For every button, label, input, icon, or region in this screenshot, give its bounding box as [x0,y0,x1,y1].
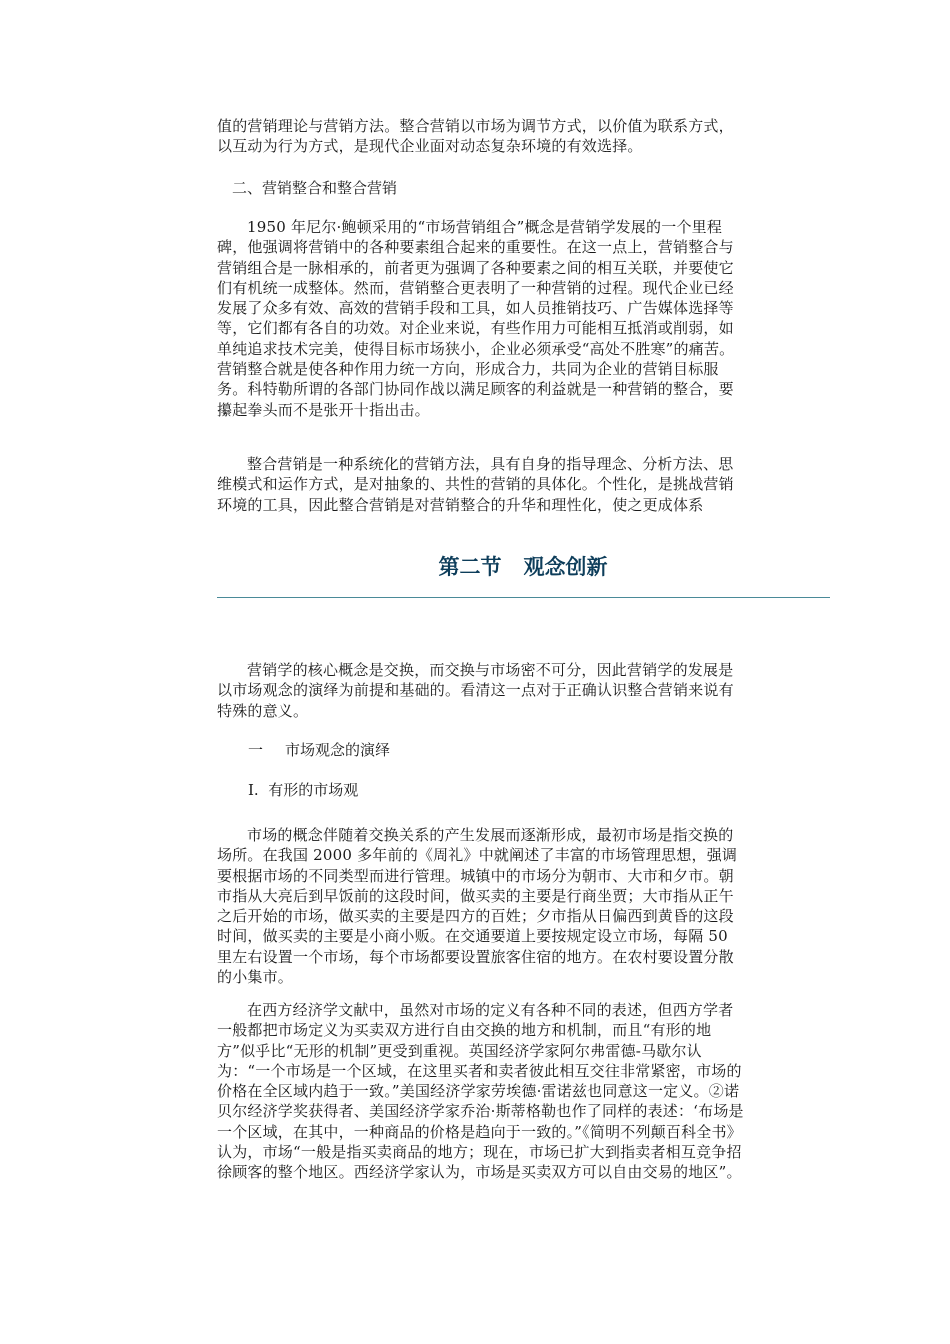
subheading-tangible-market-view: I. 有形的市场观 [248,781,359,799]
paragraph-western-market-definitions: 在西方经济学文献中，虽然对市场的定义有各种不同的表述，但西方学者一般都把市场定义为买卖双方进行自由交换的地方和机制，而且“有形的地方”似乎比“无形的机制”更受到重视。英国经济学家阿尔弗雷德-马歇尔认为：“一个市场是一个区域，在这里买者和卖者彼此相互交往非常紧密，市场的价格在全区域内趋于一致。”美国经济学家劳埃德·雷诺兹也同意这一定义。②诺贝尔经济学奖获得者、美国经济学家乔治·斯蒂格勒也作了同样的表述：‘布场是一个区域，在其中，一种商品的价格是趋向于一致的。”《简明不列颠百科全书》认为，市场“一般是指买卖商品的地方；现在，市场已扩大到指卖者相互竞争招徐顾客的整个地区。西经济学家认为，市场是买卖双方可以自由交易的地区”。 [217,1001,744,1182]
subheading-text: 市场观念的演绎 [285,741,391,759]
paragraph-integrated-marketing-definition: 整合营销是一种系统化的营销方法，具有自身的指导理念、分析方法、思维模式和运作方式，是对抽象的、共性的营销的具体化。个性化，是挑战营销环境的工具，因此整合营销是对营销整合的升华和理性化，使之更成体系 [217,455,734,514]
section-title [217,551,829,581]
paragraph-borden-marketing-mix: 1950 年尼尔·鲍顿采用的“市场营销组合”概念是营销学发展的一个里程碑，他强调将营销中的各种要素组合起来的重要性。在这一点上，营销整合与营销组合是一脉相承的，前者更为强调了各种要素之间的相互关联，并要使它们有机统一成整体。然而，营销整合更表明了一种营销的过程。现代企业已经发展了众多有效、高效的营销手段和工具，如人员推销技巧、广告媒体选择等等，它们都有各自的功效。对企业来说，有些作用力可能相互抵消或削弱，如单纯追求技术完美，使得目标市场狭小，企业必须承受“高处不胜寒”的痛苦。营销整合就是使各种作用力统一方向，形成合力，共同为企业的营销目标服务。科特勒所谓的各部门协同作战以满足顾客的利益就是一种营销的整合，要攥起拳头而不是张开十指出击。 [217,218,735,419]
section-divider [217,597,830,598]
section-name: 观念创新 [523,555,608,579]
subheading-number: 一 [248,741,264,759]
section-number: 第二节 [438,555,502,579]
subheading-marketing-integration: 二、营销整合和整合营销 [232,179,398,197]
subheading-market-concept-evolution [248,740,390,760]
paragraph-zhouli-market-history: 市场的概念伴随着交换关系的产生发展而逐渐形成，最初市场是指交换的场所。在我国 2000 多年前的《周礼》中就阐述了丰富的市场管理思想，强调要根据市场的不同类型而进行管理。城镇中的市场分为朝市、大市和夕市。朝市指从大亮后到早饭前的这段时间，做买卖的主要是行商坐贾；大市指从正午之后开始的市场，做买卖的主要是四方的百姓；夕市指从日偏西到黄昏的这段时间，做买卖的主要是小商小贩。在交通要道上要按规定设立市场，每隔 50 里左右设置一个市场，每个市场都要设置旅客住宿的地方。在农村要设置分散的小集市。 [217,826,738,987]
paragraph-exchange-core-concept: 营销学的核心概念是交换，而交换与市场密不可分，因此营销学的发展是以市场观念的演绎为前提和基础的。看清这一点对于正确认识整合营销来说有特殊的意义。 [217,661,734,720]
paragraph-intro-continuation: 值的营销理论与营销方法。整合营销以市场为调节方式，以价值为联系方式，以互动为行为方式，是现代企业面对动态复杂环境的有效选择。 [217,117,734,156]
